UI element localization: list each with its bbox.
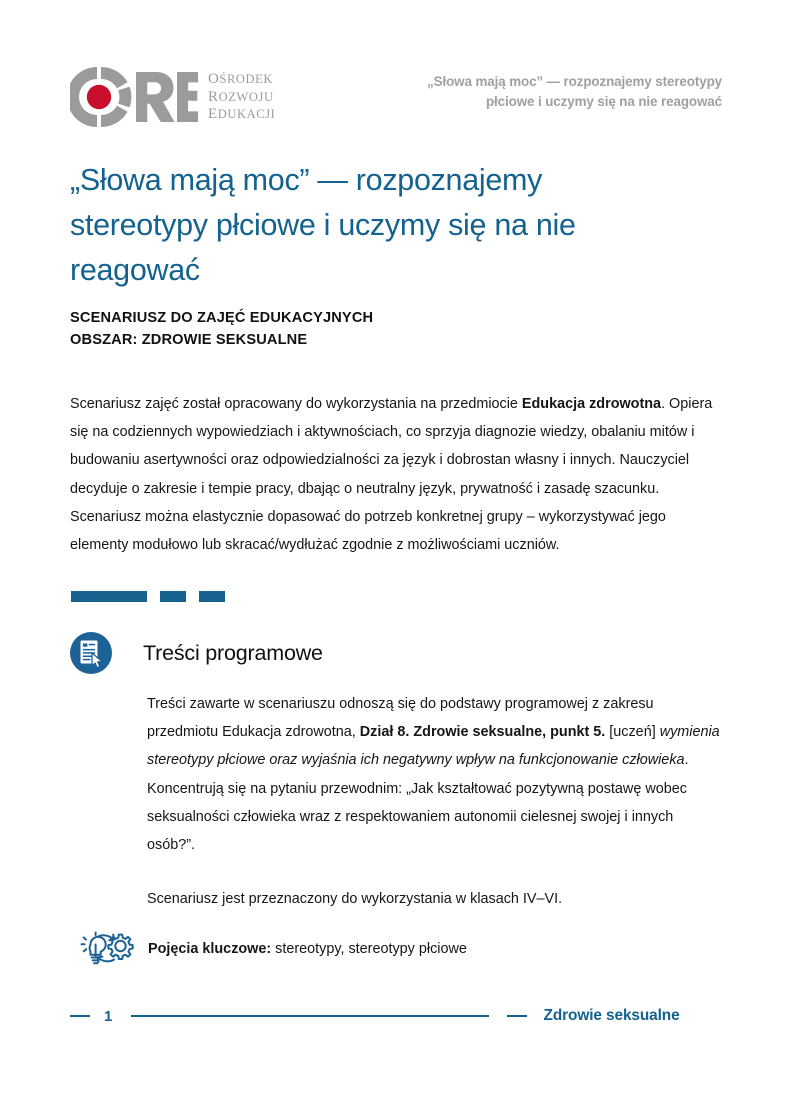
page-subtitle xyxy=(70,308,710,351)
subtitle-line-1: SCENARIUSZ DO ZAJĘĆ EDUKACYJNYCH xyxy=(70,310,374,326)
key-concepts-text xyxy=(148,938,467,960)
divider-dash-3 xyxy=(199,591,225,602)
section-title: Treści programowe xyxy=(143,640,323,665)
logo-word-2: ROZWOJU xyxy=(208,88,274,105)
section-body xyxy=(147,690,722,913)
logo-word-1: OŚRODEK xyxy=(208,71,274,87)
footer-page-number: 1 xyxy=(104,1007,113,1025)
divider-dash-2 xyxy=(160,591,186,602)
page-title: „Słowa mają moc” — rozpoznajemy stereotypy płciowe i uczymy się na nie reagować xyxy=(70,163,576,287)
sp1-part-3: . Koncentrują się na pytaniu przewodnim: „Jak kształtować pozytywną postawę wobec seksualności człowieka wraz z respektowaniem autonomii cielesnej swojej i innych osób?”. xyxy=(147,752,689,854)
ore-logo-words xyxy=(208,71,275,124)
key-concepts-value: stereotypy, stereotypy płciowe xyxy=(271,941,467,957)
key-concepts-row xyxy=(70,926,467,972)
section-divider-dashes xyxy=(71,591,238,602)
lightbulb-gear-icon xyxy=(70,926,136,972)
sp1-part-1: Treści zawarte w scenariuszu odnoszą się do podstawy programowej z zakresu przedmiotu Edukacja zdrowotna, xyxy=(147,696,654,741)
ore-logo-mark xyxy=(70,66,198,128)
sp1-bold-1: Dział 8. Zdrowie seksualne, punkt 5. xyxy=(359,724,606,741)
divider-dash-1 xyxy=(71,591,147,602)
intro-part-2: . Opiera się na codziennych wypowiedziach i aktywnościach, co sprzyja diagnozie wiedzy, obalaniu mitów i budowaniu asertywności oraz odpowiedzialności za język i dobrostan własny i innych. Nauczyciel decyduje o zakresie i tempie pracy, dbając o neutralny język, prywatność i zasadę szacunku. Scenariusz można elastycznie dopasować do potrzeb konkretnej grupy – wykorzystywać jego elementy modułowo lub skracać/wydłużać zgodnie z możliwościami uczniów. xyxy=(70,396,713,554)
logo-word-3: EDUKACJI xyxy=(208,106,276,122)
footer-tick-right xyxy=(507,1015,527,1018)
section-header xyxy=(70,632,323,674)
subtitle-line-2: OBSZAR: ZDROWIE SEKSUALNE xyxy=(70,331,308,348)
page-header xyxy=(70,62,722,142)
intro-bold-1: Edukacja zdrowotna xyxy=(521,396,662,412)
running-head-line-1: „Słowa mają moc” — rozpoznajemy stereotypy xyxy=(427,74,722,89)
section-paragraph-1 xyxy=(147,690,722,859)
document-pen-icon xyxy=(70,632,112,674)
footer-rule xyxy=(131,1015,489,1018)
ore-logo-dot xyxy=(87,85,111,109)
ore-logo xyxy=(70,66,275,128)
page-footer xyxy=(70,1003,722,1029)
footer-label: Zdrowie seksualne xyxy=(543,1007,680,1024)
footer-tick-left xyxy=(70,1015,90,1018)
running-head-line-2: płciowe i uczymy się na nie reagować xyxy=(485,94,722,109)
key-concepts-label: Pojęcia kluczowe: xyxy=(148,941,272,957)
intro-paragraph xyxy=(70,390,722,559)
intro-part-1: Scenariusz zajęć został opracowany do wykorzystania na przedmiocie xyxy=(70,396,522,412)
sp1-part-2: [uczeń] xyxy=(605,724,660,741)
running-head xyxy=(302,72,722,112)
sp1-italic-1: wymienia stereotypy płciowe oraz wyjaśnia ich negatywny wpływ na funkcjonowanie człowieka xyxy=(147,724,720,769)
section-paragraph-2: Scenariusz jest przeznaczony do wykorzystania w klasach IV–VI. xyxy=(147,891,563,908)
